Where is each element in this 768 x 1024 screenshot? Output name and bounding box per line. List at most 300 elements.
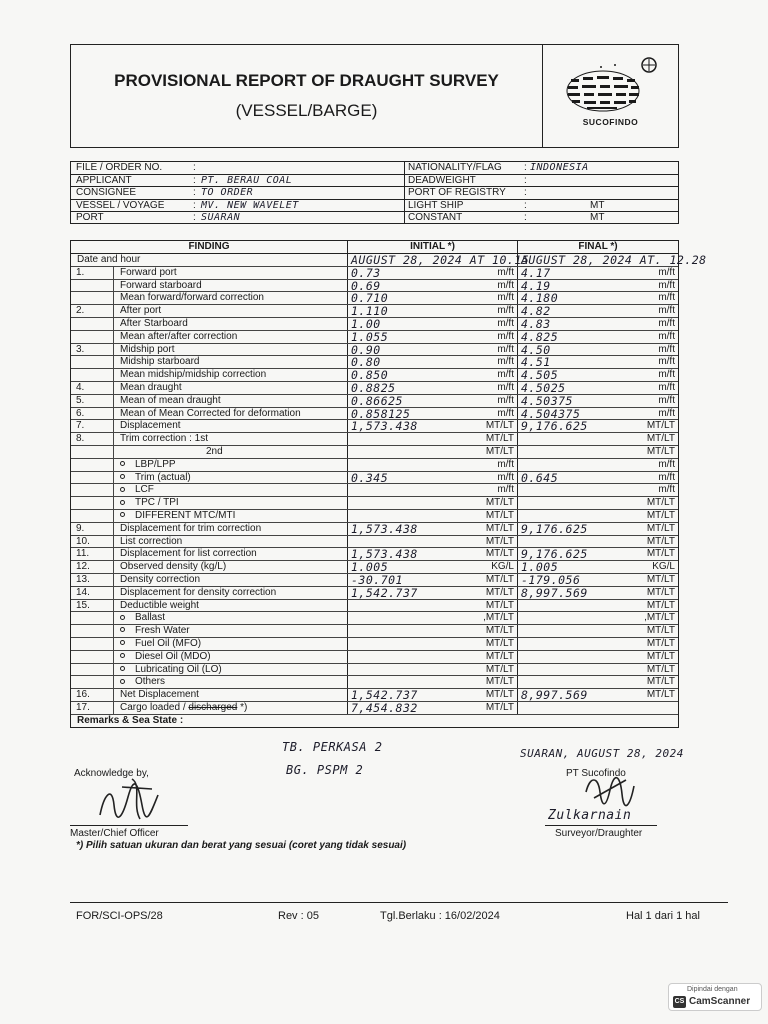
- row-label-text: LCF: [135, 484, 154, 496]
- row-number: [71, 292, 114, 304]
- info-value: [530, 175, 590, 186]
- bullet-icon: [120, 627, 125, 632]
- initial-value: [348, 625, 476, 637]
- final-unit: m/ft: [658, 394, 675, 406]
- final-unit: [633, 702, 678, 714]
- info-label: PORT: [76, 211, 104, 223]
- acknowledge-label: Acknowledge by,: [74, 768, 149, 779]
- final-value: [518, 433, 633, 445]
- final-value: 8,997.569: [521, 585, 588, 600]
- bullet-icon: [120, 615, 125, 620]
- final-value: 4.50375: [521, 393, 573, 408]
- company-label: PT Sucofindo: [566, 768, 626, 779]
- row-number: 9.: [71, 523, 114, 535]
- final-unit: MT/LT: [646, 522, 675, 534]
- table-row: [71, 689, 678, 702]
- row-label-text: Displacement for trim correction: [120, 522, 262, 534]
- final-value: 9,176.625: [521, 419, 588, 434]
- info-label: CONSIGNEE: [76, 187, 137, 199]
- final-value: 4.504375: [521, 406, 581, 421]
- info-value: [530, 212, 590, 223]
- row-label-suffix: *): [237, 701, 248, 713]
- info-value: TO ORDER: [201, 187, 254, 199]
- final-value: 4.51: [521, 355, 551, 370]
- table-row: [71, 318, 678, 331]
- initial-header: INITIAL *): [348, 241, 518, 253]
- row-number: [71, 676, 114, 688]
- table-row: [71, 446, 678, 459]
- row-label: [114, 318, 348, 330]
- info-label: LIGHT SHIP: [408, 199, 464, 211]
- table-row: [71, 651, 678, 664]
- row-label: [114, 472, 348, 484]
- final-value: 4.825: [521, 329, 559, 344]
- colon: :: [524, 211, 527, 223]
- row-label: [114, 600, 348, 612]
- row-label: [114, 702, 348, 714]
- form-code: FOR/SCI-OPS/28: [76, 910, 163, 922]
- info-row: [71, 211, 678, 223]
- row-label-text: Fresh Water: [135, 625, 190, 637]
- bullet-icon: [120, 679, 125, 684]
- findings-table: [70, 240, 707, 728]
- info-label: DEADWEIGHT: [408, 175, 476, 187]
- initial-unit: MT/LT: [476, 446, 518, 458]
- report-subtitle: (VESSEL/BARGE): [235, 101, 378, 120]
- row-label-text: After port: [120, 305, 162, 317]
- info-right-cell: [405, 211, 678, 223]
- final-value: 0.645: [521, 470, 559, 485]
- info-left-cell: [71, 211, 405, 223]
- final-unit: m/ft: [658, 330, 675, 342]
- row-label: [114, 651, 348, 663]
- final-unit: ,MT/LT: [644, 612, 675, 624]
- row-label: [114, 574, 348, 586]
- row-label-text: List correction: [120, 535, 183, 547]
- info-value: MV. NEW WAVELET: [201, 199, 299, 211]
- row-label: [114, 280, 348, 292]
- row-label: [114, 510, 348, 522]
- row-label-text: Ballast: [135, 612, 166, 624]
- row-label: [114, 536, 348, 548]
- initial-value: 1,573.438: [351, 419, 418, 434]
- bullet-icon: [120, 474, 125, 479]
- row-number: 12.: [71, 561, 114, 573]
- initial-unit: MT/LT: [476, 587, 518, 599]
- row-label-text: LBP/LPP: [135, 458, 176, 470]
- row-number: [71, 638, 114, 650]
- row-label: [114, 305, 348, 317]
- row-number: 11.: [71, 548, 114, 560]
- initial-unit: MT/LT: [476, 420, 518, 432]
- initial-value: 0.69: [351, 278, 381, 293]
- final-unit: MT/LT: [646, 586, 675, 598]
- final-value: 9,176.625: [521, 547, 588, 562]
- initial-unit: MT/LT: [476, 433, 518, 445]
- row-label-text: Density correction: [120, 573, 201, 585]
- sucofindo-logo-text: SUCOFINDO: [582, 117, 639, 127]
- final-value: 1.005: [521, 560, 559, 575]
- scanner-brand: CamScanner: [689, 996, 751, 1007]
- info-row: [71, 174, 678, 186]
- row-number: 17.: [71, 702, 114, 714]
- row-label-text: 2nd: [206, 445, 223, 457]
- row-label: [114, 689, 348, 701]
- sucofindo-globe-logo: [557, 57, 661, 117]
- final-unit: m/ft: [658, 266, 675, 278]
- initial-unit: MT/LT: [476, 523, 518, 535]
- table-row: [71, 472, 678, 485]
- initial-value: 0.90: [351, 342, 381, 357]
- row-label-text: Others: [135, 676, 166, 688]
- initial-unit: MT/LT: [476, 651, 518, 663]
- table-row: [71, 459, 678, 472]
- final-value: 4.17: [521, 265, 551, 280]
- tugboat-text: TB. PERKASA 2: [282, 740, 383, 754]
- final-value: 4.5025: [521, 380, 566, 395]
- row-label-text: Mean of Mean Corrected for deformation: [120, 407, 301, 419]
- final-value: 8,997.569: [521, 688, 588, 703]
- initial-unit: m/ft: [476, 356, 518, 368]
- info-left-cell: [71, 162, 405, 174]
- colon: :: [193, 162, 196, 173]
- row-label-text: Displacement for list correction: [120, 548, 257, 560]
- initial-unit: m/ft: [476, 459, 518, 471]
- initial-unit: m/ft: [476, 331, 518, 343]
- table-row: [71, 267, 678, 280]
- final-unit: MT/LT: [646, 445, 675, 457]
- row-label: [114, 331, 348, 343]
- initial-unit: m/ft: [476, 318, 518, 330]
- table-row: [71, 587, 678, 600]
- initial-value: [348, 600, 476, 612]
- row-label: [114, 625, 348, 637]
- row-label: [114, 676, 348, 688]
- info-value: PT. BERAU COAL: [201, 175, 293, 187]
- table-row: [71, 638, 678, 651]
- row-label: [114, 523, 348, 535]
- row-number: [71, 484, 114, 496]
- final-unit: m/ft: [658, 279, 675, 291]
- row-number: [71, 664, 114, 676]
- form-revision: Rev : 05: [278, 910, 319, 922]
- bullet-icon: [120, 666, 125, 671]
- struck-text: discharged: [188, 701, 238, 713]
- row-number: 10.: [71, 536, 114, 548]
- row-number: 15.: [71, 600, 114, 612]
- row-label-text: Deductible weight: [120, 599, 199, 611]
- row-number: 3.: [71, 344, 114, 356]
- final-value: 4.180: [521, 291, 559, 306]
- final-value: [518, 625, 633, 637]
- initial-value: [348, 510, 476, 522]
- final-value: 4.505: [521, 368, 559, 383]
- info-right-cell: [405, 186, 678, 198]
- final-value: [518, 664, 633, 676]
- row-number: [71, 625, 114, 637]
- surveyor-signature-line: [545, 825, 657, 826]
- colon: :: [524, 162, 527, 173]
- initial-value: [348, 664, 476, 676]
- info-label: CONSTANT: [408, 211, 463, 223]
- initial-value: 1,542.737: [351, 688, 418, 703]
- final-unit: MT/LT: [646, 420, 675, 432]
- initial-value: [348, 459, 476, 471]
- final-unit: MT/LT: [646, 573, 675, 585]
- surveyor-name: Zulkarnain: [548, 808, 632, 823]
- row-number: 2.: [71, 305, 114, 317]
- final-value: [518, 484, 633, 496]
- colon: :: [193, 211, 196, 223]
- barge-text: BG. PSPM 2: [286, 763, 364, 777]
- final-value: [518, 446, 633, 458]
- initial-value: [348, 676, 476, 688]
- initial-value: -30.701: [351, 572, 403, 587]
- row-number: [71, 280, 114, 292]
- row-label: [114, 292, 348, 304]
- table-row: [71, 420, 678, 433]
- initial-unit: MT/LT: [476, 600, 518, 612]
- table-row: [71, 382, 678, 395]
- bullet-icon: [120, 653, 125, 658]
- initial-unit: MT/LT: [476, 574, 518, 586]
- initial-value: 0.80: [351, 355, 381, 370]
- row-label: [114, 638, 348, 650]
- row-number: 13.: [71, 574, 114, 586]
- final-value: [518, 612, 633, 624]
- final-unit: MT/LT: [646, 548, 675, 560]
- table-row: [71, 561, 678, 574]
- row-label-text: Trim (actual): [135, 471, 191, 483]
- row-number: 5.: [71, 395, 114, 407]
- initial-value: [348, 484, 476, 496]
- info-value: INDONESIA: [530, 162, 589, 173]
- row-label-text: Mean midship/midship correction: [120, 369, 267, 381]
- initial-value: [348, 651, 476, 663]
- row-number: 14.: [71, 587, 114, 599]
- final-unit: MT/LT: [646, 535, 675, 547]
- initial-value: [348, 536, 476, 548]
- initial-unit: MT/LT: [476, 625, 518, 637]
- final-unit: m/ft: [658, 343, 675, 355]
- info-right-cell: [405, 162, 678, 174]
- info-row: [71, 162, 678, 174]
- row-label-text: Fuel Oil (MFO): [135, 637, 202, 649]
- row-label-text: Midship port: [120, 343, 175, 355]
- colon: :: [524, 187, 527, 199]
- table-row: [71, 484, 678, 497]
- report-title: PROVISIONAL REPORT OF DRAUGHT SURVEY: [114, 71, 499, 90]
- row-label: [114, 459, 348, 471]
- initial-value: 0.73: [351, 265, 381, 280]
- form-effective-date: Tgl.Berlaku : 16/02/2024: [380, 910, 500, 922]
- row-label-text: Mean after/after correction: [120, 330, 238, 342]
- place-date-text: SUARAN, AUGUST 28, 2024: [520, 747, 684, 760]
- initial-value: 0.345: [351, 470, 389, 485]
- initial-unit: MT/LT: [476, 497, 518, 509]
- initial-unit: MT/LT: [476, 536, 518, 548]
- row-number: 7.: [71, 420, 114, 432]
- final-unit: m/ft: [658, 317, 675, 329]
- row-label-text: TPC / TPI: [135, 497, 179, 509]
- row-label-text: Trim correction : 1st: [120, 433, 208, 445]
- table-row: [71, 625, 678, 638]
- final-unit: m/ft: [658, 369, 675, 381]
- finding-header: FINDING: [71, 241, 348, 253]
- row-label-text: DIFFERENT MTC/MTI: [135, 509, 236, 521]
- row-label: [114, 497, 348, 509]
- initial-unit: KG/L: [476, 561, 518, 573]
- final-value: -179.056: [521, 572, 581, 587]
- initial-value: 1.005: [351, 560, 389, 575]
- row-number: [71, 369, 114, 381]
- initial-unit: m/ft: [476, 382, 518, 394]
- row-label: [114, 395, 348, 407]
- table-row: [71, 574, 678, 587]
- initial-unit: m/ft: [476, 344, 518, 356]
- final-value: [518, 651, 633, 663]
- initial-value: 7,454.832: [351, 700, 418, 715]
- info-left-cell: [71, 174, 405, 186]
- info-label: FILE / ORDER NO.: [76, 162, 163, 173]
- initial-value: 1,573.438: [351, 547, 418, 562]
- title-cell: [71, 45, 543, 147]
- table-row: [71, 600, 678, 613]
- initial-unit: MT/LT: [476, 510, 518, 522]
- row-number: 6.: [71, 408, 114, 420]
- row-label-text: Forward starboard: [120, 279, 202, 291]
- initial-unit: m/ft: [476, 395, 518, 407]
- final-unit: MT/LT: [646, 599, 675, 611]
- row-number: 16.: [71, 689, 114, 701]
- surveyor-signature: [580, 772, 640, 812]
- initial-value: 1,573.438: [351, 521, 418, 536]
- row-label: [114, 356, 348, 368]
- colon: :: [524, 175, 527, 187]
- row-label: [114, 561, 348, 573]
- initial-unit: m/ft: [476, 484, 518, 496]
- bullet-icon: [120, 487, 125, 492]
- initial-unit: m/ft: [476, 408, 518, 420]
- final-unit: MT/LT: [646, 433, 675, 445]
- final-unit: MT/LT: [646, 497, 675, 509]
- row-label-text: Observed density (kg/L): [120, 561, 227, 573]
- info-value: [201, 162, 404, 174]
- row-number: [71, 331, 114, 343]
- row-number: [71, 459, 114, 471]
- final-unit: m/ft: [658, 407, 675, 419]
- initial-value: 1.055: [351, 329, 389, 344]
- initial-unit: [476, 254, 518, 266]
- info-label: PORT OF REGISTRY: [408, 187, 506, 199]
- row-label: [114, 612, 348, 624]
- initial-unit: m/ft: [476, 369, 518, 381]
- final-value: [518, 600, 633, 612]
- info-unit: [590, 162, 678, 174]
- footer-divider: [70, 902, 728, 903]
- table-row: [71, 433, 678, 446]
- final-value: [518, 702, 633, 714]
- row-number: [71, 446, 114, 458]
- final-value: [518, 459, 633, 471]
- bullet-icon: [120, 500, 125, 505]
- row-number: 8.: [71, 433, 114, 445]
- row-label: [114, 548, 348, 560]
- final-value: 9,176.625: [521, 521, 588, 536]
- row-label: [114, 267, 348, 279]
- initial-value: 1.00: [351, 316, 381, 331]
- row-label: [114, 369, 348, 381]
- camscanner-icon: CS: [673, 996, 686, 1008]
- initial-value: 0.850: [351, 368, 389, 383]
- final-unit: m/ft: [658, 305, 675, 317]
- final-value: [518, 676, 633, 688]
- initial-value: [348, 497, 476, 509]
- initial-value: 0.858125: [351, 406, 411, 421]
- info-row: [71, 199, 678, 211]
- initial-unit: MT/LT: [476, 638, 518, 650]
- initial-value: [348, 638, 476, 650]
- info-right-cell: [405, 199, 678, 211]
- info-label: VESSEL / VOYAGE: [76, 199, 165, 211]
- final-value: 4.83: [521, 316, 551, 331]
- page-number: Hal 1 dari 1 hal: [626, 910, 700, 922]
- final-unit: m/ft: [658, 292, 675, 304]
- final-value: [518, 497, 633, 509]
- colon: :: [193, 199, 196, 211]
- final-unit: m/ft: [658, 356, 675, 368]
- final-value: 4.19: [521, 278, 551, 293]
- colon: :: [524, 199, 527, 211]
- final-value: AUGUST 28, 2024 AT. 12.28: [521, 253, 707, 267]
- row-label: [114, 446, 348, 458]
- final-unit: [633, 254, 678, 266]
- final-unit: MT/LT: [646, 650, 675, 662]
- bullet-icon: [120, 512, 125, 517]
- initial-unit: m/ft: [476, 267, 518, 279]
- initial-unit: MT/LT: [476, 689, 518, 701]
- info-left-cell: [71, 186, 405, 198]
- initial-value: 0.8825: [351, 380, 396, 395]
- info-left-cell: [71, 199, 405, 211]
- final-unit: MT/LT: [646, 625, 675, 637]
- row-number: [71, 356, 114, 368]
- row-label: [114, 484, 348, 496]
- row-label-text: Mean of mean draught: [120, 394, 221, 406]
- final-unit: MT/LT: [646, 663, 675, 675]
- table-row: [71, 497, 678, 510]
- info-unit: [590, 175, 678, 186]
- initial-value: 1.110: [351, 304, 389, 319]
- camscanner-badge: [668, 983, 762, 1011]
- table-row: [71, 331, 678, 344]
- bullet-icon: [120, 461, 125, 466]
- row-label: [114, 587, 348, 599]
- row-label-text: Displacement for density correction: [120, 586, 277, 598]
- final-unit: m/ft: [658, 471, 675, 483]
- row-label: [114, 344, 348, 356]
- initial-unit: MT/LT: [476, 548, 518, 560]
- report-header: [70, 44, 679, 148]
- row-label-text: Net Displacement: [120, 689, 199, 701]
- initial-value: 0.710: [351, 291, 389, 306]
- initial-unit: m/ft: [476, 280, 518, 292]
- row-label-text: Midship starboard: [120, 356, 200, 368]
- master-signature: [92, 775, 172, 825]
- initial-value: [348, 433, 476, 445]
- surveyor-label: Surveyor/Draughter: [555, 828, 643, 839]
- row-number: 1.: [71, 267, 114, 279]
